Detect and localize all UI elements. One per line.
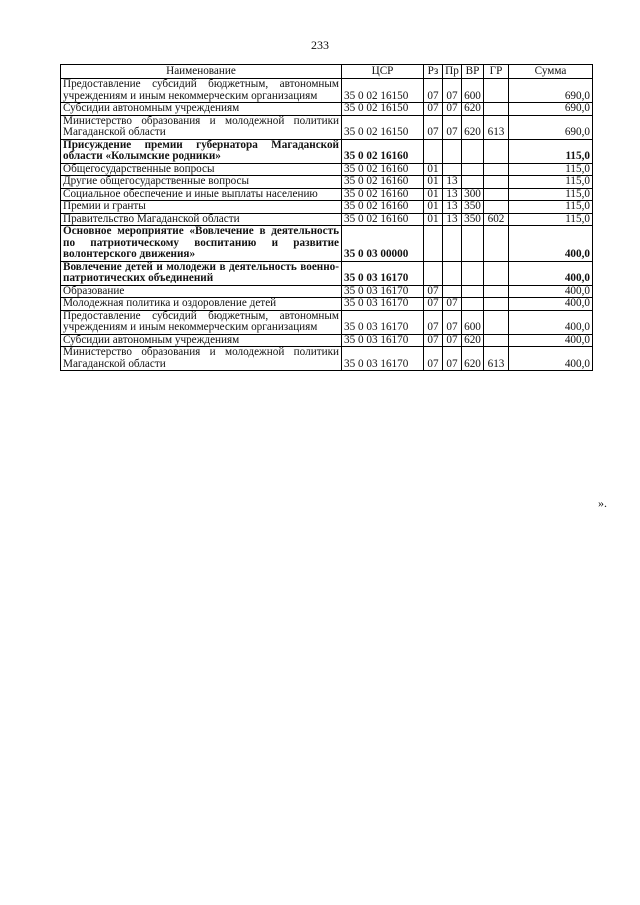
row-sum: 400,0: [509, 347, 593, 371]
row-csr: 35 0 03 16170: [342, 334, 424, 347]
row-sum: 400,0: [509, 310, 593, 334]
row-sum: 115,0: [509, 213, 593, 226]
row-pr: 07: [443, 334, 462, 347]
budget-table: [60, 64, 593, 371]
table-row: [61, 79, 593, 103]
row-sum: 115,0: [509, 176, 593, 189]
row-vr: 350: [462, 213, 484, 226]
row-csr: 35 0 03 00000: [342, 226, 424, 262]
row-rz: 07: [424, 115, 443, 139]
row-name: Молодежная политика и оздоровление детей: [61, 298, 342, 311]
table-row: [61, 213, 593, 226]
table-row: [61, 285, 593, 298]
row-pr: [443, 163, 462, 176]
row-gr: [484, 310, 509, 334]
row-name: Основное мероприятие «Вовлечение в деятельность по патриотическому воспитанию и развитие волонтерского движения»: [61, 226, 342, 262]
header-gr: ГР: [484, 65, 509, 79]
row-csr: 35 0 03 16170: [342, 285, 424, 298]
row-csr: 35 0 02 16160: [342, 163, 424, 176]
row-csr: 35 0 02 16150: [342, 79, 424, 103]
row-rz: 01: [424, 176, 443, 189]
row-vr: [462, 226, 484, 262]
header-sum: Сумма: [509, 65, 593, 79]
table-header-row: [61, 65, 593, 79]
row-pr: 13: [443, 188, 462, 201]
row-gr: [484, 226, 509, 262]
table-row: [61, 226, 593, 262]
row-vr: 600: [462, 310, 484, 334]
row-csr: 35 0 03 16170: [342, 261, 424, 285]
table-row: [61, 201, 593, 214]
row-name: Министерство образования и молодежной политики Магаданской области: [61, 115, 342, 139]
row-pr: 07: [443, 103, 462, 116]
table-row: [61, 176, 593, 189]
row-name: Правительство Магаданской области: [61, 213, 342, 226]
row-vr: 620: [462, 115, 484, 139]
row-sum: 115,0: [509, 139, 593, 163]
row-csr: 35 0 02 16150: [342, 103, 424, 116]
row-sum: 115,0: [509, 188, 593, 201]
row-gr: [484, 103, 509, 116]
row-sum: 400,0: [509, 261, 593, 285]
row-sum: 690,0: [509, 79, 593, 103]
row-pr: 07: [443, 310, 462, 334]
row-pr: [443, 226, 462, 262]
row-name: Социальное обеспечение и иные выплаты населению: [61, 188, 342, 201]
row-csr: 35 0 02 16150: [342, 115, 424, 139]
table-row: [61, 115, 593, 139]
row-name: Субсидии автономным учреждениям: [61, 103, 342, 116]
row-vr: [462, 285, 484, 298]
row-gr: [484, 176, 509, 189]
row-gr: [484, 334, 509, 347]
row-name: Предоставление субсидий бюджетным, автономным учреждениям и иным некоммерческим организациям: [61, 79, 342, 103]
row-rz: 07: [424, 103, 443, 116]
row-rz: [424, 139, 443, 163]
row-rz: 07: [424, 298, 443, 311]
row-sum: 115,0: [509, 201, 593, 214]
row-pr: 07: [443, 79, 462, 103]
row-csr: 35 0 02 16160: [342, 201, 424, 214]
row-vr: [462, 298, 484, 311]
row-csr: 35 0 03 16170: [342, 347, 424, 371]
row-gr: 602: [484, 213, 509, 226]
row-gr: [484, 79, 509, 103]
header-pr: Пр: [443, 65, 462, 79]
row-name: Премии и гранты: [61, 201, 342, 214]
row-vr: [462, 176, 484, 189]
row-gr: [484, 139, 509, 163]
row-gr: [484, 188, 509, 201]
row-vr: 620: [462, 334, 484, 347]
row-gr: [484, 201, 509, 214]
row-pr: 13: [443, 201, 462, 214]
row-pr: 07: [443, 115, 462, 139]
row-vr: [462, 261, 484, 285]
row-sum: 400,0: [509, 334, 593, 347]
table-row: [61, 261, 593, 285]
row-pr: [443, 261, 462, 285]
row-vr: 620: [462, 103, 484, 116]
row-vr: 300: [462, 188, 484, 201]
row-name: Субсидии автономным учреждениям: [61, 334, 342, 347]
row-rz: 07: [424, 79, 443, 103]
row-name: Общегосударственные вопросы: [61, 163, 342, 176]
row-csr: 35 0 02 16160: [342, 188, 424, 201]
row-gr: [484, 298, 509, 311]
row-sum: 400,0: [509, 226, 593, 262]
row-rz: [424, 261, 443, 285]
row-gr: 613: [484, 115, 509, 139]
row-gr: [484, 285, 509, 298]
row-pr: 07: [443, 298, 462, 311]
row-vr: 350: [462, 201, 484, 214]
row-rz: 07: [424, 310, 443, 334]
row-vr: [462, 139, 484, 163]
row-name: Предоставление субсидий бюджетным, автономным учреждениям и иным некоммерческим организациям: [61, 310, 342, 334]
row-pr: 13: [443, 213, 462, 226]
row-sum: 400,0: [509, 285, 593, 298]
row-rz: 01: [424, 201, 443, 214]
row-gr: [484, 163, 509, 176]
row-gr: [484, 261, 509, 285]
header-vr: ВР: [462, 65, 484, 79]
row-sum: 690,0: [509, 115, 593, 139]
row-rz: 01: [424, 163, 443, 176]
header-csr: ЦСР: [342, 65, 424, 79]
row-sum: 690,0: [509, 103, 593, 116]
table-row: [61, 188, 593, 201]
table-row: [61, 163, 593, 176]
row-name: Другие общегосударственные вопросы: [61, 176, 342, 189]
table-row: [61, 139, 593, 163]
row-rz: 01: [424, 188, 443, 201]
row-vr: 600: [462, 79, 484, 103]
row-name: Образование: [61, 285, 342, 298]
row-pr: [443, 139, 462, 163]
page-number: 233: [311, 38, 329, 52]
row-rz: [424, 226, 443, 262]
row-vr: [462, 163, 484, 176]
row-name: Вовлечение детей и молодежи в деятельность военно-патриотических объединений: [61, 261, 342, 285]
row-name: Присуждение премии губернатора Магаданской области «Колымские родники»: [61, 139, 342, 163]
row-csr: 35 0 03 16170: [342, 298, 424, 311]
row-pr: 07: [443, 347, 462, 371]
header-name: Наименование: [61, 65, 342, 79]
table-row: [61, 334, 593, 347]
row-csr: 35 0 03 16170: [342, 310, 424, 334]
row-sum: 115,0: [509, 163, 593, 176]
row-pr: [443, 285, 462, 298]
row-gr: 613: [484, 347, 509, 371]
closing-quote-mark: ».: [598, 496, 607, 510]
row-csr: 35 0 02 16160: [342, 139, 424, 163]
table-row: [61, 103, 593, 116]
row-rz: 07: [424, 285, 443, 298]
table-row: [61, 347, 593, 371]
row-rz: 07: [424, 334, 443, 347]
table-row: [61, 298, 593, 311]
row-csr: 35 0 02 16160: [342, 176, 424, 189]
row-sum: 400,0: [509, 298, 593, 311]
row-rz: 01: [424, 213, 443, 226]
row-pr: 13: [443, 176, 462, 189]
row-rz: 07: [424, 347, 443, 371]
row-vr: 620: [462, 347, 484, 371]
row-name: Министерство образования и молодежной политики Магаданской области: [61, 347, 342, 371]
header-rz: Рз: [424, 65, 443, 79]
row-csr: 35 0 02 16160: [342, 213, 424, 226]
table-row: [61, 310, 593, 334]
